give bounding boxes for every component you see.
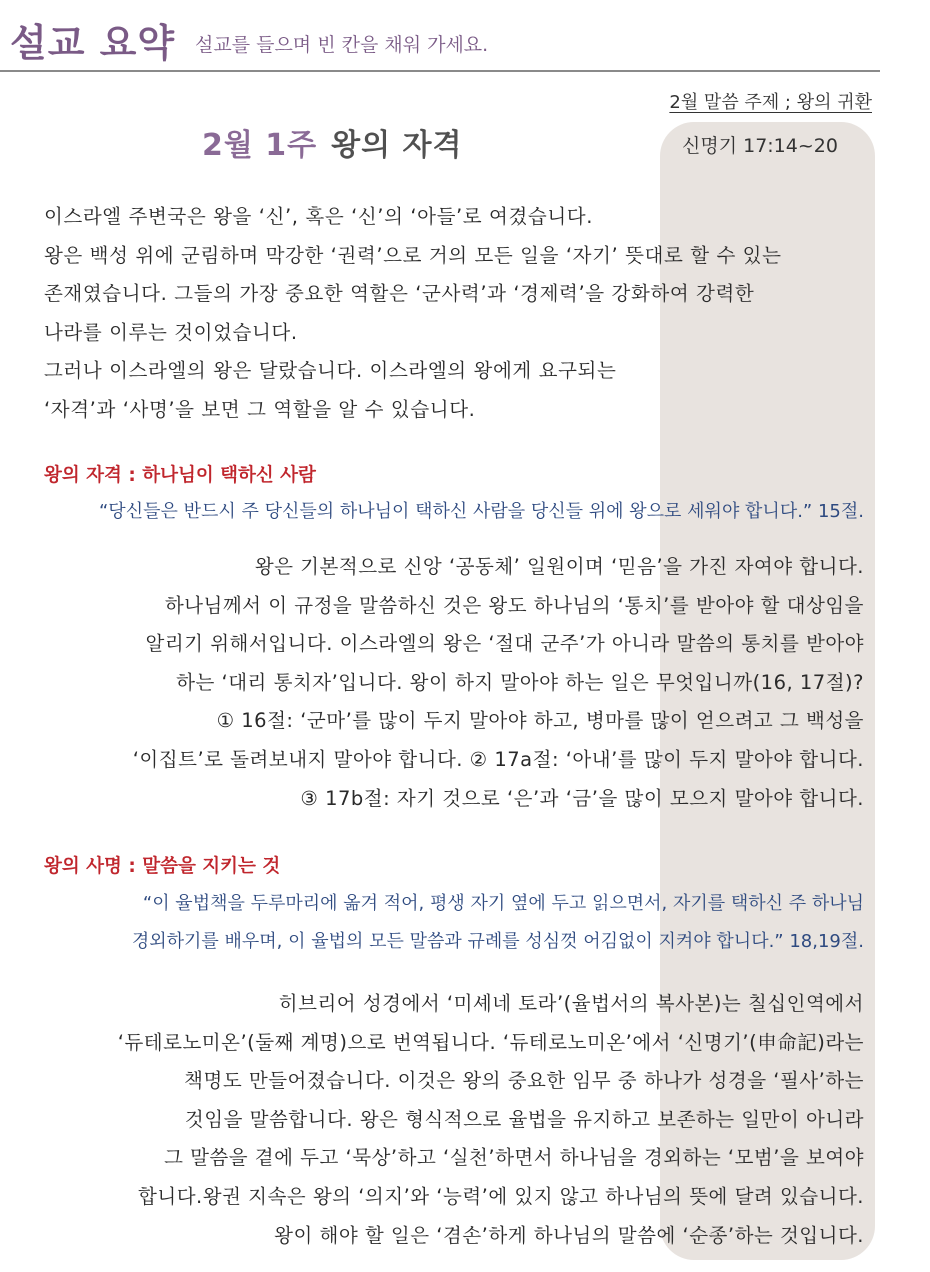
body-line: ③ 17b절: 자기 것으로 ‘은’과 ‘금’을 많이 모으지 말아야 합니다.: [300, 786, 864, 810]
scripture-reference: 신명기 17:14~20: [682, 135, 838, 157]
intro-line: 왕은 백성 위에 군림하며 막강한 ‘권력’으로 거의 모든 일을 ‘자기’ 뜻대로 할 수 있는: [44, 243, 782, 267]
page-header: [0, 0, 930, 72]
intro-line: 나라를 이루는 것이었습니다.: [44, 320, 298, 344]
week-label: 2월 1주: [202, 128, 318, 163]
section1-quote: [99, 493, 864, 531]
intro-line: 이스라엘 주변국은 왕을 ‘신’, 혹은 ‘신’의 ‘아들’로 여겼습니다.: [44, 205, 594, 228]
quote-line: “이 율법책을 두루마리에 옮겨 적어, 평생 자기 옆에 두고 읽으면서, 자기를 택하신 주 하나님: [142, 893, 864, 914]
section2-quote: [132, 885, 864, 961]
body-line: ‘이집트’로 돌려보내지 말아야 합니다. ② 17a절: ‘아내’를 많이 두지 말아야 합니다.: [132, 747, 864, 771]
body-line: 것임을 말씀합니다. 왕은 형식적으로 율법을 유지하고 보존하는 일만이 아니라: [184, 1107, 864, 1131]
intro-line: 그러나 이스라엘의 왕은 달랐습니다. 이스라엘의 왕에게 요구되는: [44, 359, 617, 382]
intro-line: 존재였습니다. 그들의 가장 중요한 역할은 ‘군사력’과 ‘경제력’을 강화하여 강력한: [44, 282, 755, 305]
body-line: 왕은 기본적으로 신앙 ‘공동체’ 일원이며 ‘믿음’을 가진 자여야 합니다.: [254, 555, 864, 578]
section2-body: [118, 985, 864, 1255]
body-line: ① 16절: ‘군마’를 많이 두지 말아야 하고, 병마를 많이 얻으려고 그 백성을: [216, 709, 864, 733]
week-title: [202, 120, 463, 164]
body-line: 히브리어 성경에서 ‘미셰네 토라’(율법서의 복사본)는 칠십인역에서: [278, 992, 864, 1015]
body-line: 책명도 만들어졌습니다. 이것은 왕의 중요한 임무 중 하나가 성경을 ‘필사’하는: [184, 1069, 864, 1093]
body-line: 하는 ‘대리 통치자’입니다. 왕이 하지 말아야 하는 일은 무엇입니까(16, 17절)?: [176, 670, 864, 694]
section2-heading: 왕의 사명 : 말씀을 지키는 것: [44, 856, 281, 877]
body-line: 왕이 해야 할 일은 ‘겸손’하게 하나님의 말씀에 ‘순종’하는 것입니다.: [274, 1223, 864, 1247]
body-line: ‘듀테로노미온’(둘째 계명)으로 번역됩니다. ‘듀테로노미온’에서 ‘신명기’(申命記)라는: [117, 1030, 864, 1054]
header-subtitle: 설교를 들으며 빈 칸을 채워 가세요.: [195, 34, 489, 56]
monthly-theme: 2월 말씀 주제 ; 왕의 귀환: [669, 92, 872, 113]
intro-line: ‘자격’과 ‘사명’을 보면 그 역할을 알 수 있습니다.: [44, 397, 476, 421]
quote-line: “당신들은 반드시 주 당신들의 하나님이 택하신 사람을 당신들 위에 왕으로 세워야 합니다.” 15절.: [98, 501, 864, 522]
quote-line: 경외하기를 배우며, 이 율법의 모든 말씀과 규례를 성심껏 어김없이 지켜야 합니다.” 18,19절.: [131, 931, 864, 952]
header-divider: [0, 70, 880, 72]
section1-heading: 왕의 자격 : 하나님이 택하신 사람: [44, 465, 316, 486]
section1-body: [133, 548, 864, 818]
body-line: 하나님께서 이 규정을 말씀하신 것은 왕도 하나님의 ‘통치’를 받아야 할 대상임을: [164, 593, 864, 617]
sermon-title: 왕의 자격: [331, 128, 463, 163]
body-line: 합니다.왕권 지속은 왕의 ‘의지’와 ‘능력’에 있지 않고 하나님의 뜻에 달려 있습니다.: [138, 1184, 864, 1208]
body-line: 알리기 위해서입니다. 이스라엘의 왕은 ‘절대 군주’가 아니라 말씀의 통치를 받아야: [145, 632, 864, 656]
intro-paragraph: [44, 198, 844, 429]
body-line: 그 말씀을 곁에 두고 ‘묵상’하고 ‘실천’하면서 하나님을 경외하는 ‘모범’을 보여야: [164, 1146, 864, 1170]
header-title: 설교 요약: [10, 21, 176, 65]
